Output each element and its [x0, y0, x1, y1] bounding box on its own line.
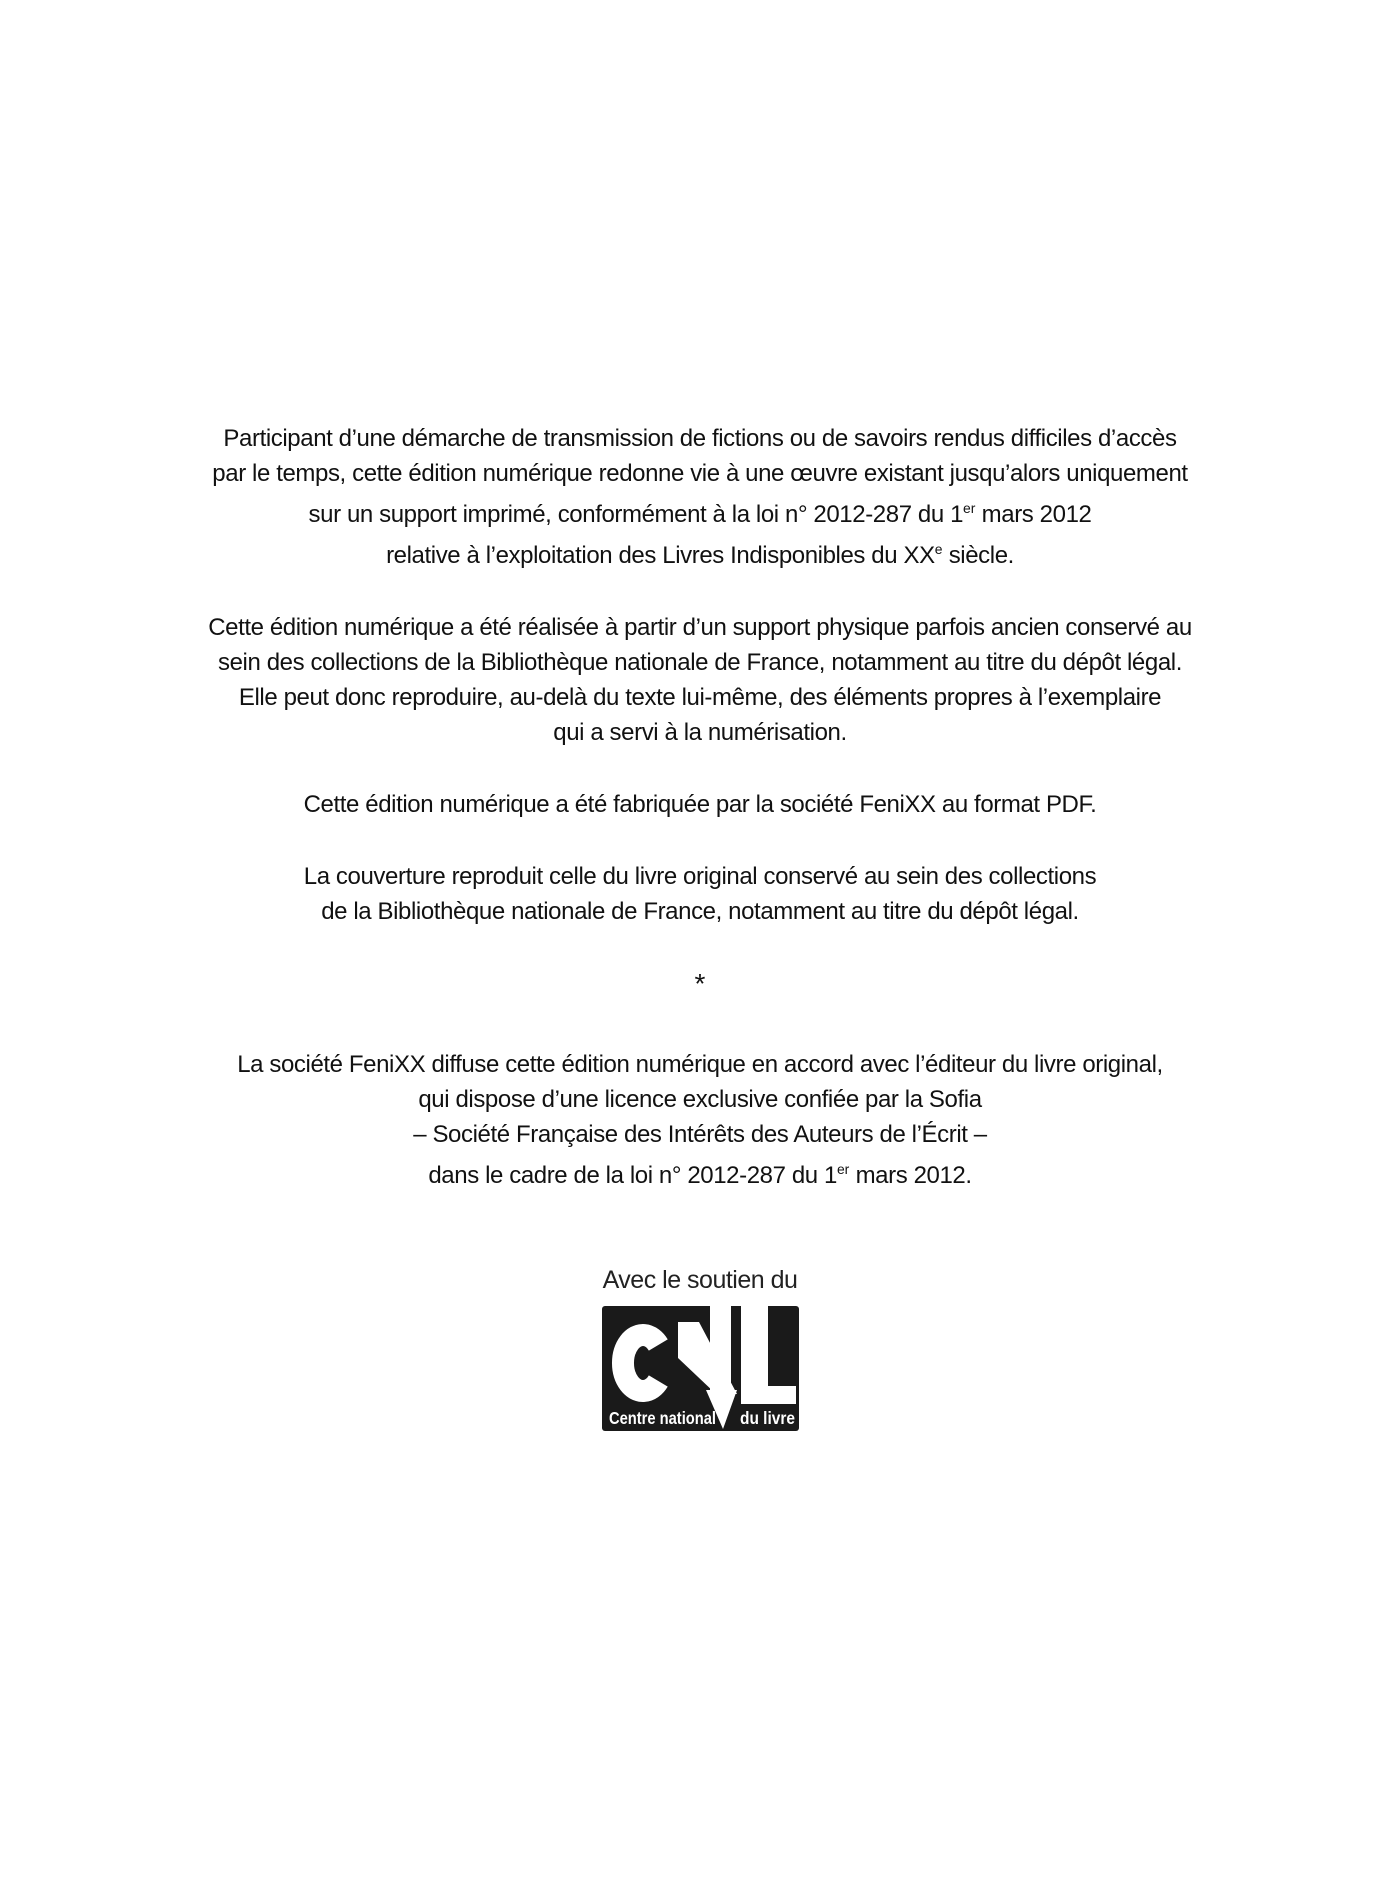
cnl-logo [602, 1306, 799, 1431]
text-run: sein des collections de la Bibliothèque nationale de France, notamment au titre du dépôt légal. [218, 649, 1182, 676]
text-run: relative à l’exploitation des Livres Indisponibles du XX [386, 542, 935, 569]
text-run: La couverture reproduit celle du livre original conservé au sein des collections [303, 863, 1097, 890]
text-run: sur un support imprimé, conformément à la loi n° 2012-287 du 1 [308, 501, 964, 528]
text-run: dans le cadre de la loi n° 2012-287 du 1 [428, 1162, 837, 1189]
text-block [0, 421, 1400, 1193]
text-run: Elle peut donc reproduire, au-delà du texte lui-même, des éléments propres à l’exemplaire [238, 684, 1162, 711]
support-section [0, 1263, 1400, 1431]
text-line [0, 894, 1400, 929]
paragraph [0, 421, 1400, 573]
text-run: siècle. [942, 542, 1014, 569]
superscript: er [963, 500, 976, 516]
text-run: Cette édition numérique a été fabriquée par la société FeniXX au format PDF. [303, 791, 1097, 818]
text-line [0, 1047, 1400, 1082]
text-line [0, 715, 1400, 750]
paragraph [0, 610, 1400, 750]
text-run: – Société Française des Intérêts des Auteurs de l’Écrit – [413, 1121, 987, 1148]
text-run: La société FeniXX diffuse cette édition numérique en accord avec l’éditeur du livre original, [237, 1051, 1163, 1078]
text-run: qui dispose d’une licence exclusive confiée par la Sofia [418, 1086, 982, 1113]
text-run: Participant d’une démarche de transmission de fictions ou de savoirs rendus difficiles d’accès [223, 425, 1177, 452]
text-line [0, 645, 1400, 680]
text-line [0, 421, 1400, 456]
text-line [0, 491, 1400, 532]
superscript: e [934, 541, 943, 557]
text-line [0, 1152, 1400, 1193]
text-line [0, 680, 1400, 715]
superscript: er [836, 1161, 850, 1177]
text-line [0, 859, 1400, 894]
text-run: mars 2012 [975, 501, 1092, 528]
paragraph [0, 859, 1400, 929]
text-line [0, 532, 1400, 573]
paragraph [0, 787, 1400, 822]
separator-asterisk: * [694, 968, 706, 999]
text-run: de la Bibliothèque nationale de France, notamment au titre du dépôt légal. [321, 898, 1079, 925]
cnl-caption-right: du livre [739, 1408, 795, 1428]
text-run: par le temps, cette édition numérique redonne vie à une œuvre existant jusqu’alors uniquement [212, 460, 1188, 487]
text-run: qui a servi à la numérisation. [553, 719, 847, 746]
cnl-caption-left: Centre national [608, 1408, 716, 1428]
paragraph [0, 1047, 1400, 1193]
text-line [0, 1082, 1400, 1117]
text-run: mars 2012. [849, 1162, 972, 1189]
support-label: Avec le soutien du [602, 1266, 798, 1294]
text-line [0, 610, 1400, 645]
text-line [0, 787, 1400, 822]
cnl-logo-wrap [0, 1306, 1400, 1431]
text-run: Cette édition numérique a été réalisée à partir d’un support physique parfois ancien conservé au [208, 614, 1192, 641]
text-line [0, 1117, 1400, 1152]
text-line [0, 456, 1400, 491]
